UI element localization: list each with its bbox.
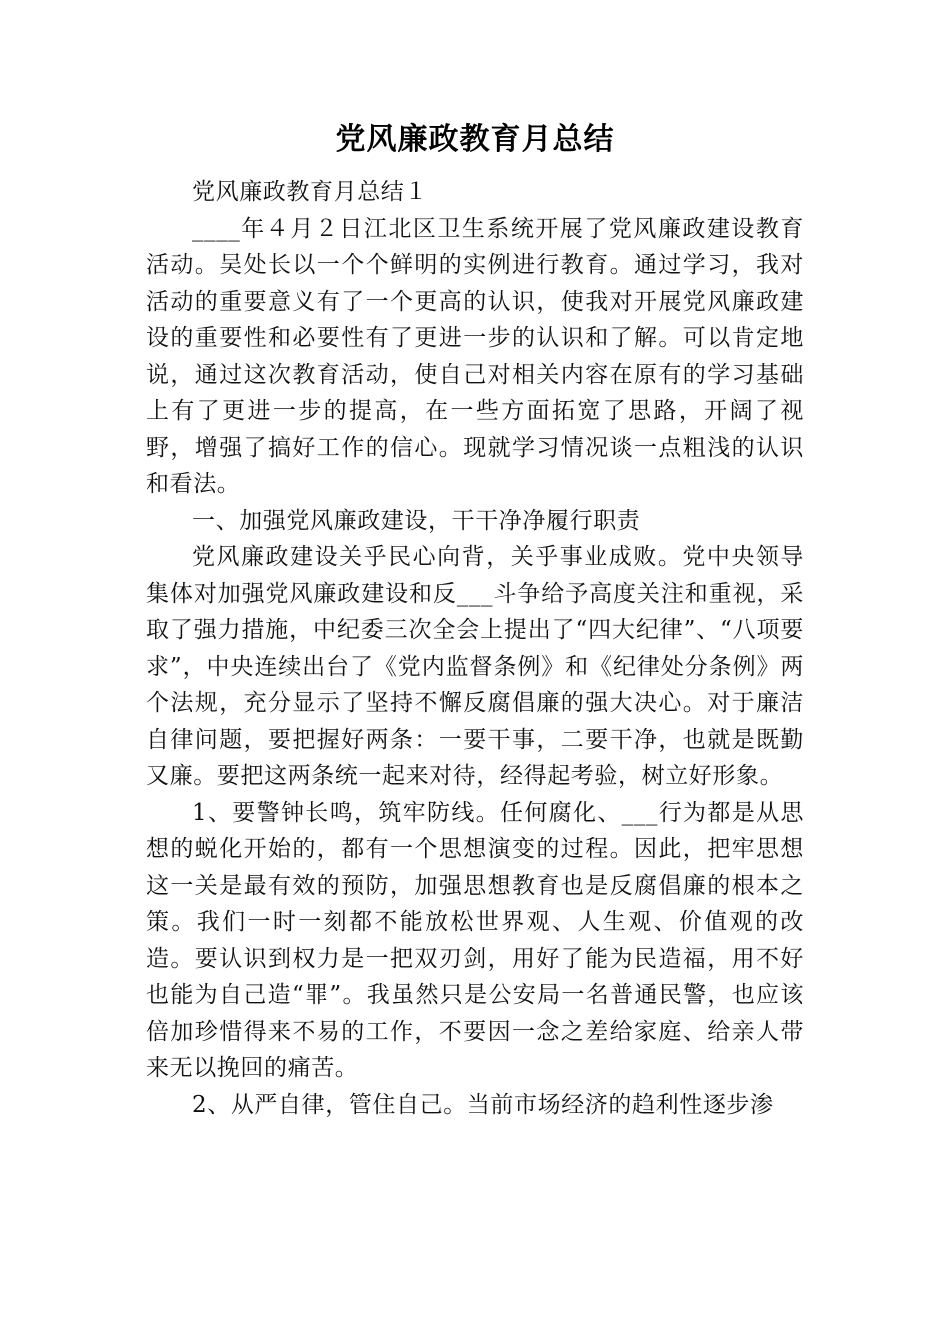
section-heading-1: 一、加强党风廉政建设，干干净净履行职责: [192, 507, 641, 534]
document-subtitle: 党风廉政教育月总结１: [192, 179, 428, 205]
paragraph-point-1: 1、要警钟长鸣，筑牢防线。任何腐化、___行为都是从思想的蜕化开始的，都有一个思想演变的过程。因此，把牢思想这一关是最有效的预防，加强思想教育也是反腐倡廉的根本之策。我们一时一刻都不能放松世界观、人生观、价值观的改造。要认识到权力是一把双刃剑，用好了能为民造福，用不好也能为自己造“罪”。我虽然只是公安局一名普通民警，也应该倍加珍惜得来不易的工作，不要因一念之差给家庭、给亲人带来无以挽回的痛苦。: [146, 799, 804, 1081]
paragraph-point-2: 2、从严自律，管住自己。当前市场经济的趋利性逐步渗: [192, 1091, 774, 1118]
paragraph-section-1: 党风廉政建设关乎民心向背，关乎事业成败。党中央领导集体对加强党风廉政建设和反___斗争给予高度关注和重视，采取了强力措施，中纪委三次全会上提出了“四大纪律”、“八项要求”，中央连续出台了《党内监督条例》和《纪律处分条例》两个法规，充分显示了坚持不懈反腐倡廉的强大决心。对于廉洁自律问题，要把握好两条：一要干事，二要干净，也就是既勤又廉。要把这两条统一起来对待，经得起考验，树立好形象。: [146, 544, 804, 789]
document-title: 党风廉政教育月总结: [335, 122, 615, 157]
document-body: [146, 118, 804, 1123]
paragraph-intro: ____年４月２日江北区卫生系统开展了党风廉政建设教育活动。吴处长以一个个鲜明的实例进行教育。通过学习，我对活动的重要意义有了一个更高的认识，使我对开展党风廉政建设的重要性和必要性有了更进一步的认识和了解。可以肯定地说，通过这次教育活动，使自己对相关内容在原有的学习基础上有了更进一步的提高，在一些方面拓宽了思路，开阔了视野，增强了搞好工作的信心。现就学习情况谈一点粗浅的认识和看法。: [146, 215, 804, 497]
